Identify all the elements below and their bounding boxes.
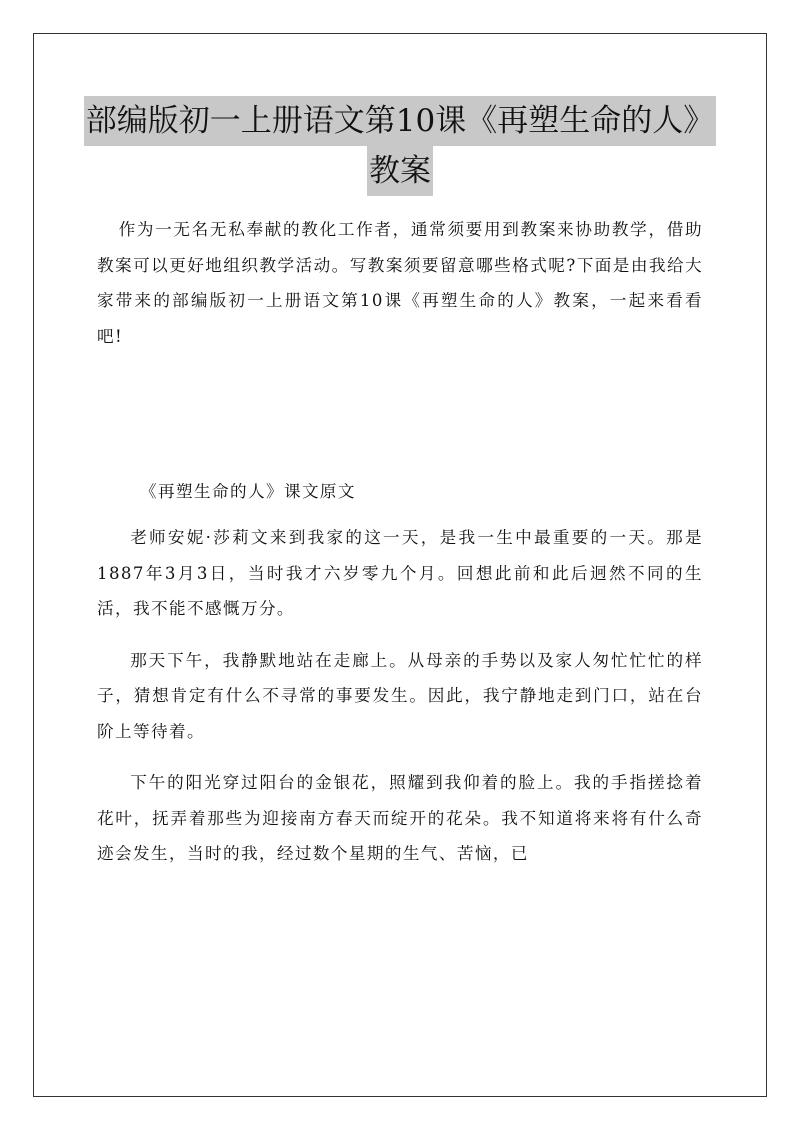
intro-section	[97, 212, 703, 354]
intro-paragraph: 作为一无名无私奉献的教化工作者，通常须要用到教案来协助教学，借助教案可以更好地组织教学活动。写教案须要留意哪些格式呢?下面是由我给大家带来的部编版初一上册语文第10课《再塑生命的人》教案，一起来看看吧!	[97, 220, 703, 346]
document-title	[60, 96, 740, 196]
section-heading: 《再塑生命的人》课文原文	[140, 482, 356, 501]
title-line-1: 部编版初一上册语文第10课《再塑生命的人》	[84, 96, 716, 146]
story-text	[97, 520, 703, 888]
story-paragraph-1: 老师安妮·莎莉文来到我家的这一天，是我一生中最重要的一天。那是1887年3月3日，当时我才六岁零九个月。回想此前和此后迥然不同的生活，我不能不感慨万分。	[97, 528, 703, 618]
title-line-2: 教案	[367, 146, 433, 196]
story-paragraph-2: 那天下午，我静默地站在走廊上。从母亲的手势以及家人匆忙忙忙的样子，猜想肯定有什么不寻常的事要发生。因此，我宁静地走到门口，站在台阶上等待着。	[97, 650, 703, 741]
story-paragraph-3: 下午的阳光穿过阳台的金银花，照耀到我仰着的脸上。我的手指搓捻着花叶，抚弄着那些为迎接南方春天而绽开的花朵。我不知道将来将有什么奇迹会发生，当时的我，经过数个星期的生气、苦恼，已	[97, 773, 703, 863]
